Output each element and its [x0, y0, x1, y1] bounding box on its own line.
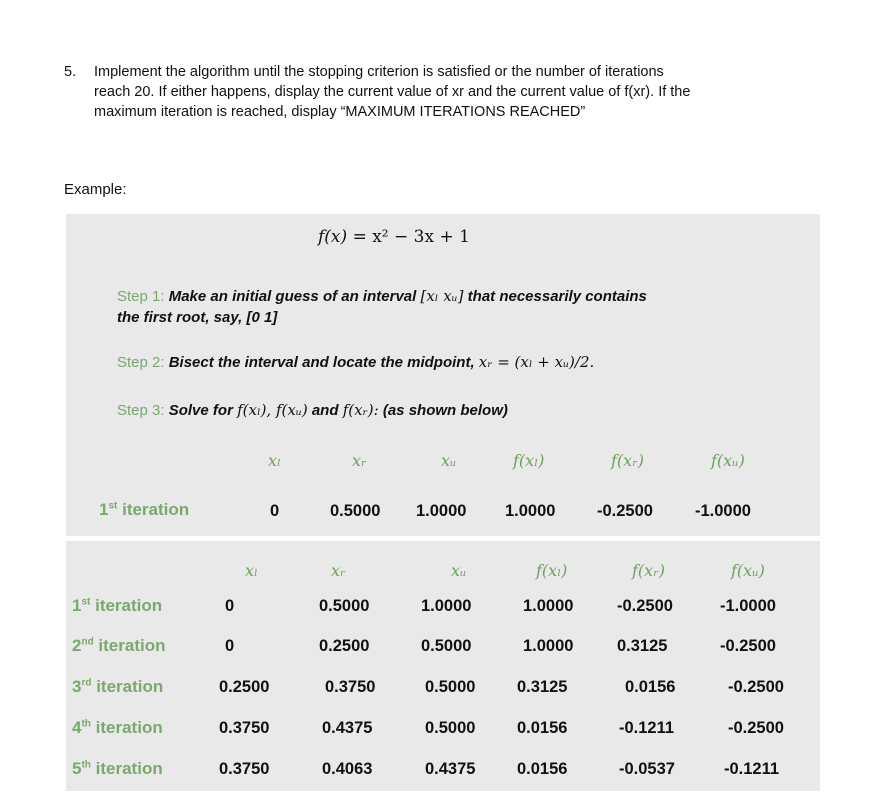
step-1-text-a: Make an initial guess of an interval	[168, 288, 417, 305]
instruction-number: 5.	[64, 64, 77, 80]
function-rhs: x² − 3x + 1	[372, 227, 470, 247]
table-cell: -0.2500	[720, 637, 776, 655]
table-row-label	[72, 636, 165, 656]
table-row-label	[72, 759, 163, 779]
table-cell: -0.0537	[619, 760, 675, 778]
row-label-suffix: th	[81, 718, 91, 730]
header-fxu: f(xᵤ)	[711, 451, 745, 470]
table-cell: 0.4063	[322, 760, 373, 778]
table-cell: 0.4375	[425, 760, 476, 778]
row-label-text: iteration	[90, 596, 163, 615]
step-2-formula: xᵣ = (xₗ + xᵤ)/2.	[478, 353, 595, 371]
table-cell: -0.2500	[617, 597, 673, 615]
instruction-line-3: maximum iteration is reached, display “MAXIMUM ITERATIONS REACHED”	[94, 104, 586, 120]
table-cell: 0.3750	[219, 719, 270, 737]
table-cell: 0.5000	[425, 678, 476, 696]
table-cell: 1.0000	[523, 637, 574, 655]
row-label-number: 3	[72, 677, 82, 696]
step-1-text-b: that necessarily contains	[467, 288, 647, 305]
table-cell: 0.5000	[425, 719, 476, 737]
table-row-label	[72, 596, 162, 616]
table-row-label	[72, 718, 163, 738]
table-cell: 0.0156	[517, 719, 568, 737]
first-table-row-label	[99, 500, 189, 520]
instruction-line-1: Implement the algorithm until the stopping criterion is satisfied or the number of iterations	[94, 64, 664, 80]
header-xl: xₗ	[268, 451, 281, 470]
step-3-text-b: and	[311, 402, 339, 419]
table-cell: -0.2500	[728, 678, 784, 696]
step-3-text-a: Solve for	[168, 402, 233, 419]
step-2-text: Bisect the interval and locate the midpoint,	[168, 354, 475, 371]
header-xr: xᵣ	[331, 561, 346, 580]
table-cell: 0.5000	[319, 597, 370, 615]
table-cell: 0.3125	[617, 637, 668, 655]
table-cell: 0.5000	[421, 637, 472, 655]
example-panel	[66, 214, 820, 536]
row-label-text: iteration	[117, 500, 190, 519]
instruction-block	[64, 62, 784, 122]
row-label-suffix: th	[81, 759, 91, 771]
row-label-text: iteration	[93, 636, 166, 655]
row-label-text: iteration	[90, 759, 163, 778]
table-cell: -1.0000	[720, 597, 776, 615]
function-equals: =	[352, 227, 367, 247]
step-1-line-2: the first root, say, [0 1]	[117, 309, 278, 326]
step-3-label: Step 3:	[117, 402, 165, 419]
table-cell: 0	[225, 637, 235, 655]
table-cell: -0.2500	[728, 719, 784, 737]
header-xr: xᵣ	[352, 451, 367, 470]
row-label-text: iteration	[90, 718, 163, 737]
row-label-suffix: rd	[81, 677, 92, 689]
header-xu: xᵤ	[441, 451, 457, 470]
row-label-number: 4	[72, 718, 82, 737]
step-1-label: Step 1:	[117, 288, 165, 305]
header-xl: xₗ	[245, 561, 258, 580]
function-lhs: f(x)	[318, 227, 348, 247]
row-label-number: 1	[72, 596, 82, 615]
table-cell: 0.3750	[325, 678, 376, 696]
row-label-number: 2	[72, 636, 82, 655]
row-label-suffix: st	[108, 500, 118, 512]
first-table-cell: 1.0000	[416, 502, 467, 520]
table-cell: 1.0000	[523, 597, 574, 615]
table-cell: 0.4375	[322, 719, 373, 737]
step-1-interval: [xₗ xᵤ]	[420, 287, 464, 305]
first-table-cell: 1.0000	[505, 502, 556, 520]
header-xu: xᵤ	[451, 561, 467, 580]
table-cell: 0.0156	[625, 678, 676, 696]
table-cell: 0.2500	[319, 637, 370, 655]
header-fxl: f(xₗ)	[513, 451, 545, 470]
row-label-suffix: st	[81, 596, 91, 608]
first-table-cell: -0.2500	[597, 502, 653, 520]
table-row-label	[72, 677, 163, 697]
step-1	[117, 286, 807, 328]
table-cell: -0.1211	[724, 760, 780, 778]
first-table-cell: 0.5000	[330, 502, 381, 520]
header-fxr: f(xᵣ)	[611, 451, 644, 470]
step-3-text-c: (as shown below)	[382, 402, 508, 419]
table-cell: 1.0000	[421, 597, 472, 615]
example-label: Example:	[64, 181, 127, 198]
function-definition	[318, 227, 470, 247]
row-label-suffix: nd	[81, 636, 94, 648]
table-cell: 0	[225, 597, 235, 615]
step-2	[117, 353, 594, 371]
first-table-cell: 0	[270, 502, 280, 520]
table-cell: 0.3125	[517, 678, 568, 696]
first-table-cell: -1.0000	[695, 502, 751, 520]
header-fxr: f(xᵣ)	[632, 561, 665, 580]
instruction-line-2: reach 20. If either happens, display the current value of xr and the current value of f(xr). If the	[94, 84, 691, 100]
step-3-formula-2: f(xᵣ):	[342, 401, 379, 419]
row-label-number: 5	[72, 759, 82, 778]
table-cell: 0.2500	[219, 678, 270, 696]
table-cell: 0.3750	[219, 760, 270, 778]
row-label-number: 1	[99, 500, 109, 519]
step-3-formula: f(xₗ), f(xᵤ)	[237, 401, 308, 419]
header-fxu: f(xᵤ)	[731, 561, 765, 580]
step-2-label: Step 2:	[117, 354, 165, 371]
table-cell: -0.1211	[619, 719, 675, 737]
iteration-table-panel	[66, 541, 820, 791]
table-cell: 0.0156	[517, 760, 568, 778]
row-label-text: iteration	[91, 677, 164, 696]
header-fxl: f(xₗ)	[536, 561, 568, 580]
step-3	[117, 401, 508, 419]
